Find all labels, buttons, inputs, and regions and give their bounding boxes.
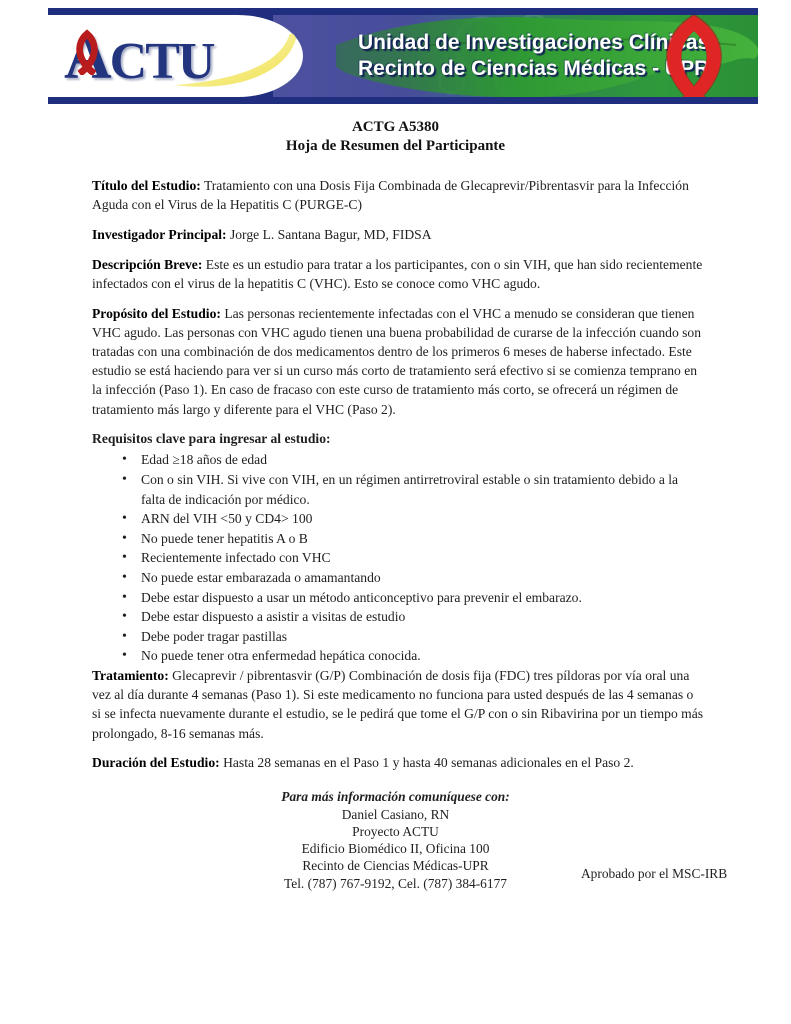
study-purpose-text: Las personas recientemente infectadas con el VHC a menudo se consideran que tienen VHC agudo. Las personas con VHC agudo tienen una buena probabilidad de curarse de la infección cuando son tratadas con una combinación de dos medicamentos dentro de los primeros 6 meses de haberse infectado. Este estudio se está haciendo para ver si un curso más corto de tratamiento será efectivo si se comienza temprano en la infección (Paso 1). En caso de fracaso con este curso de tratamiento más corto, se ofrecerá un régimen de tratamiento más largo y diferente para el VHC (Paso 2). [92, 305, 702, 417]
requirement-text: Debe estar dispuesto a asistir a visitas de estudio [141, 609, 406, 625]
requirement-item [122, 607, 704, 627]
banner-right-panel [273, 15, 758, 97]
banner-title-line2: Recinto de Ciencias Médicas - UPR [358, 57, 710, 80]
study-duration-paragraph [92, 753, 704, 772]
treatment-paragraph [92, 666, 704, 743]
irb-approval-note: Aprobado por el MSC-IRB [581, 866, 728, 881]
requirement-text: No puede estar embarazada o amamantando [141, 570, 381, 585]
requirement-item [122, 646, 704, 666]
document-body [92, 176, 704, 772]
requirements-heading: Requisitos clave para ingresar al estudio: [92, 431, 331, 447]
logo-letters-ctu: CTU [109, 33, 214, 90]
aids-ribbon-small-icon [70, 29, 104, 75]
contact-address-line2: Recinto de Ciencias Médicas-UPR [302, 858, 489, 874]
requirement-text: No puede tener otra enfermedad hepática conocida. [141, 648, 421, 664]
requirement-text: Recientemente infectado con VHC [141, 550, 331, 566]
page-title [0, 118, 791, 156]
study-duration-label: Duración del Estudio: [92, 755, 220, 771]
header-banner [48, 8, 758, 104]
requirement-text: Edad ≥18 años de edad [141, 452, 267, 468]
requirement-text: No puede tener hepatitis A o B [141, 530, 308, 546]
swoosh-graphic [167, 31, 297, 93]
contact-phones: Tel. (787) 767-9192, Cel. (787) 384-6177 [284, 875, 507, 891]
principal-investigator-label: Investigador Principal: [92, 226, 227, 242]
requirement-item [122, 529, 704, 549]
study-purpose-label: Propósito del Estudio: [92, 305, 221, 321]
aids-ribbon-icon [648, 15, 740, 97]
banner-inner [48, 15, 758, 97]
actu-logo-panel [48, 15, 303, 97]
requirement-item [122, 568, 704, 588]
study-purpose-paragraph [92, 304, 704, 419]
requirement-text: Debe poder tragar pastillas [141, 628, 288, 644]
requirement-item [122, 548, 704, 568]
logo-letter-a: A [64, 20, 110, 93]
requirement-text: Debe estar dispuesto a usar un método anticonceptivo para prevenir el embarazo. [141, 589, 582, 605]
requirement-text: Con o sin VIH. Si vive con VIH, en un régimen antirretroviral estable o sin tratamiento debido a la falta de indicación por médico. [141, 472, 679, 507]
study-duration-text: Hasta 28 semanas en el Paso 1 y hasta 40 semanas adicionales en el Paso 2. [223, 755, 634, 771]
principal-investigator-text: Jorge L. Santana Bagur, MD, FIDSA [229, 226, 432, 242]
contact-name: Daniel Casiano, RN [341, 806, 450, 822]
banner-title-line1: Unidad de Investigaciones Clínicas [358, 31, 710, 54]
protocol-number: ACTG A5380 [351, 119, 440, 135]
brief-description-text: Este es un estudio para tratar a los participantes, con o sin VIH, que han sido recientemente infectados con el virus de la hepatitis C (VHC). Esto se conoce como VHC agudo. [92, 256, 703, 291]
treatment-label: Tratamiento: [92, 667, 169, 683]
contact-heading: Para más información comuníquese con: [281, 789, 510, 805]
brief-description-label: Descripción Breve: [92, 256, 203, 272]
document-subtitle: Hoja de Resumen del Participante [285, 138, 506, 154]
brief-description-paragraph [92, 255, 704, 293]
requirement-item [122, 509, 704, 529]
requirements-list [92, 450, 704, 666]
requirement-item [122, 450, 704, 470]
treatment-text: Glecaprevir / pibrentasvir (G/P) Combinación de dosis fija (FDC) tres píldoras por vía oral una vez al día durante 4 semanas (Paso 1). Si este medicamento no funciona para usted después de las 4 semanas o si se infecta nuevamente durante el estudio, se le pedirá que tome el G/P con o sin Ribavirina por un tiempo más prolongado, 8-16 semanas más. [92, 667, 704, 741]
principal-investigator-paragraph [92, 225, 704, 244]
study-title-text: Tratamiento con una Dosis Fija Combinada de Glecaprevir/Pibrentasvir para la Infección Aguda con el Virus de la Hepatitis C (PURGE-C) [92, 178, 689, 213]
study-title-label: Título del Estudio: [92, 178, 201, 193]
contact-project: Proyecto ACTU [352, 823, 439, 839]
requirement-item [122, 588, 704, 608]
study-title-paragraph [92, 176, 704, 214]
requirement-item [122, 470, 704, 509]
requirement-item [122, 627, 704, 647]
contact-address-line1: Edificio Biomédico II, Oficina 100 [301, 841, 490, 857]
requirement-text: ARN del VIH <50 y CD4> 100 [141, 511, 313, 527]
